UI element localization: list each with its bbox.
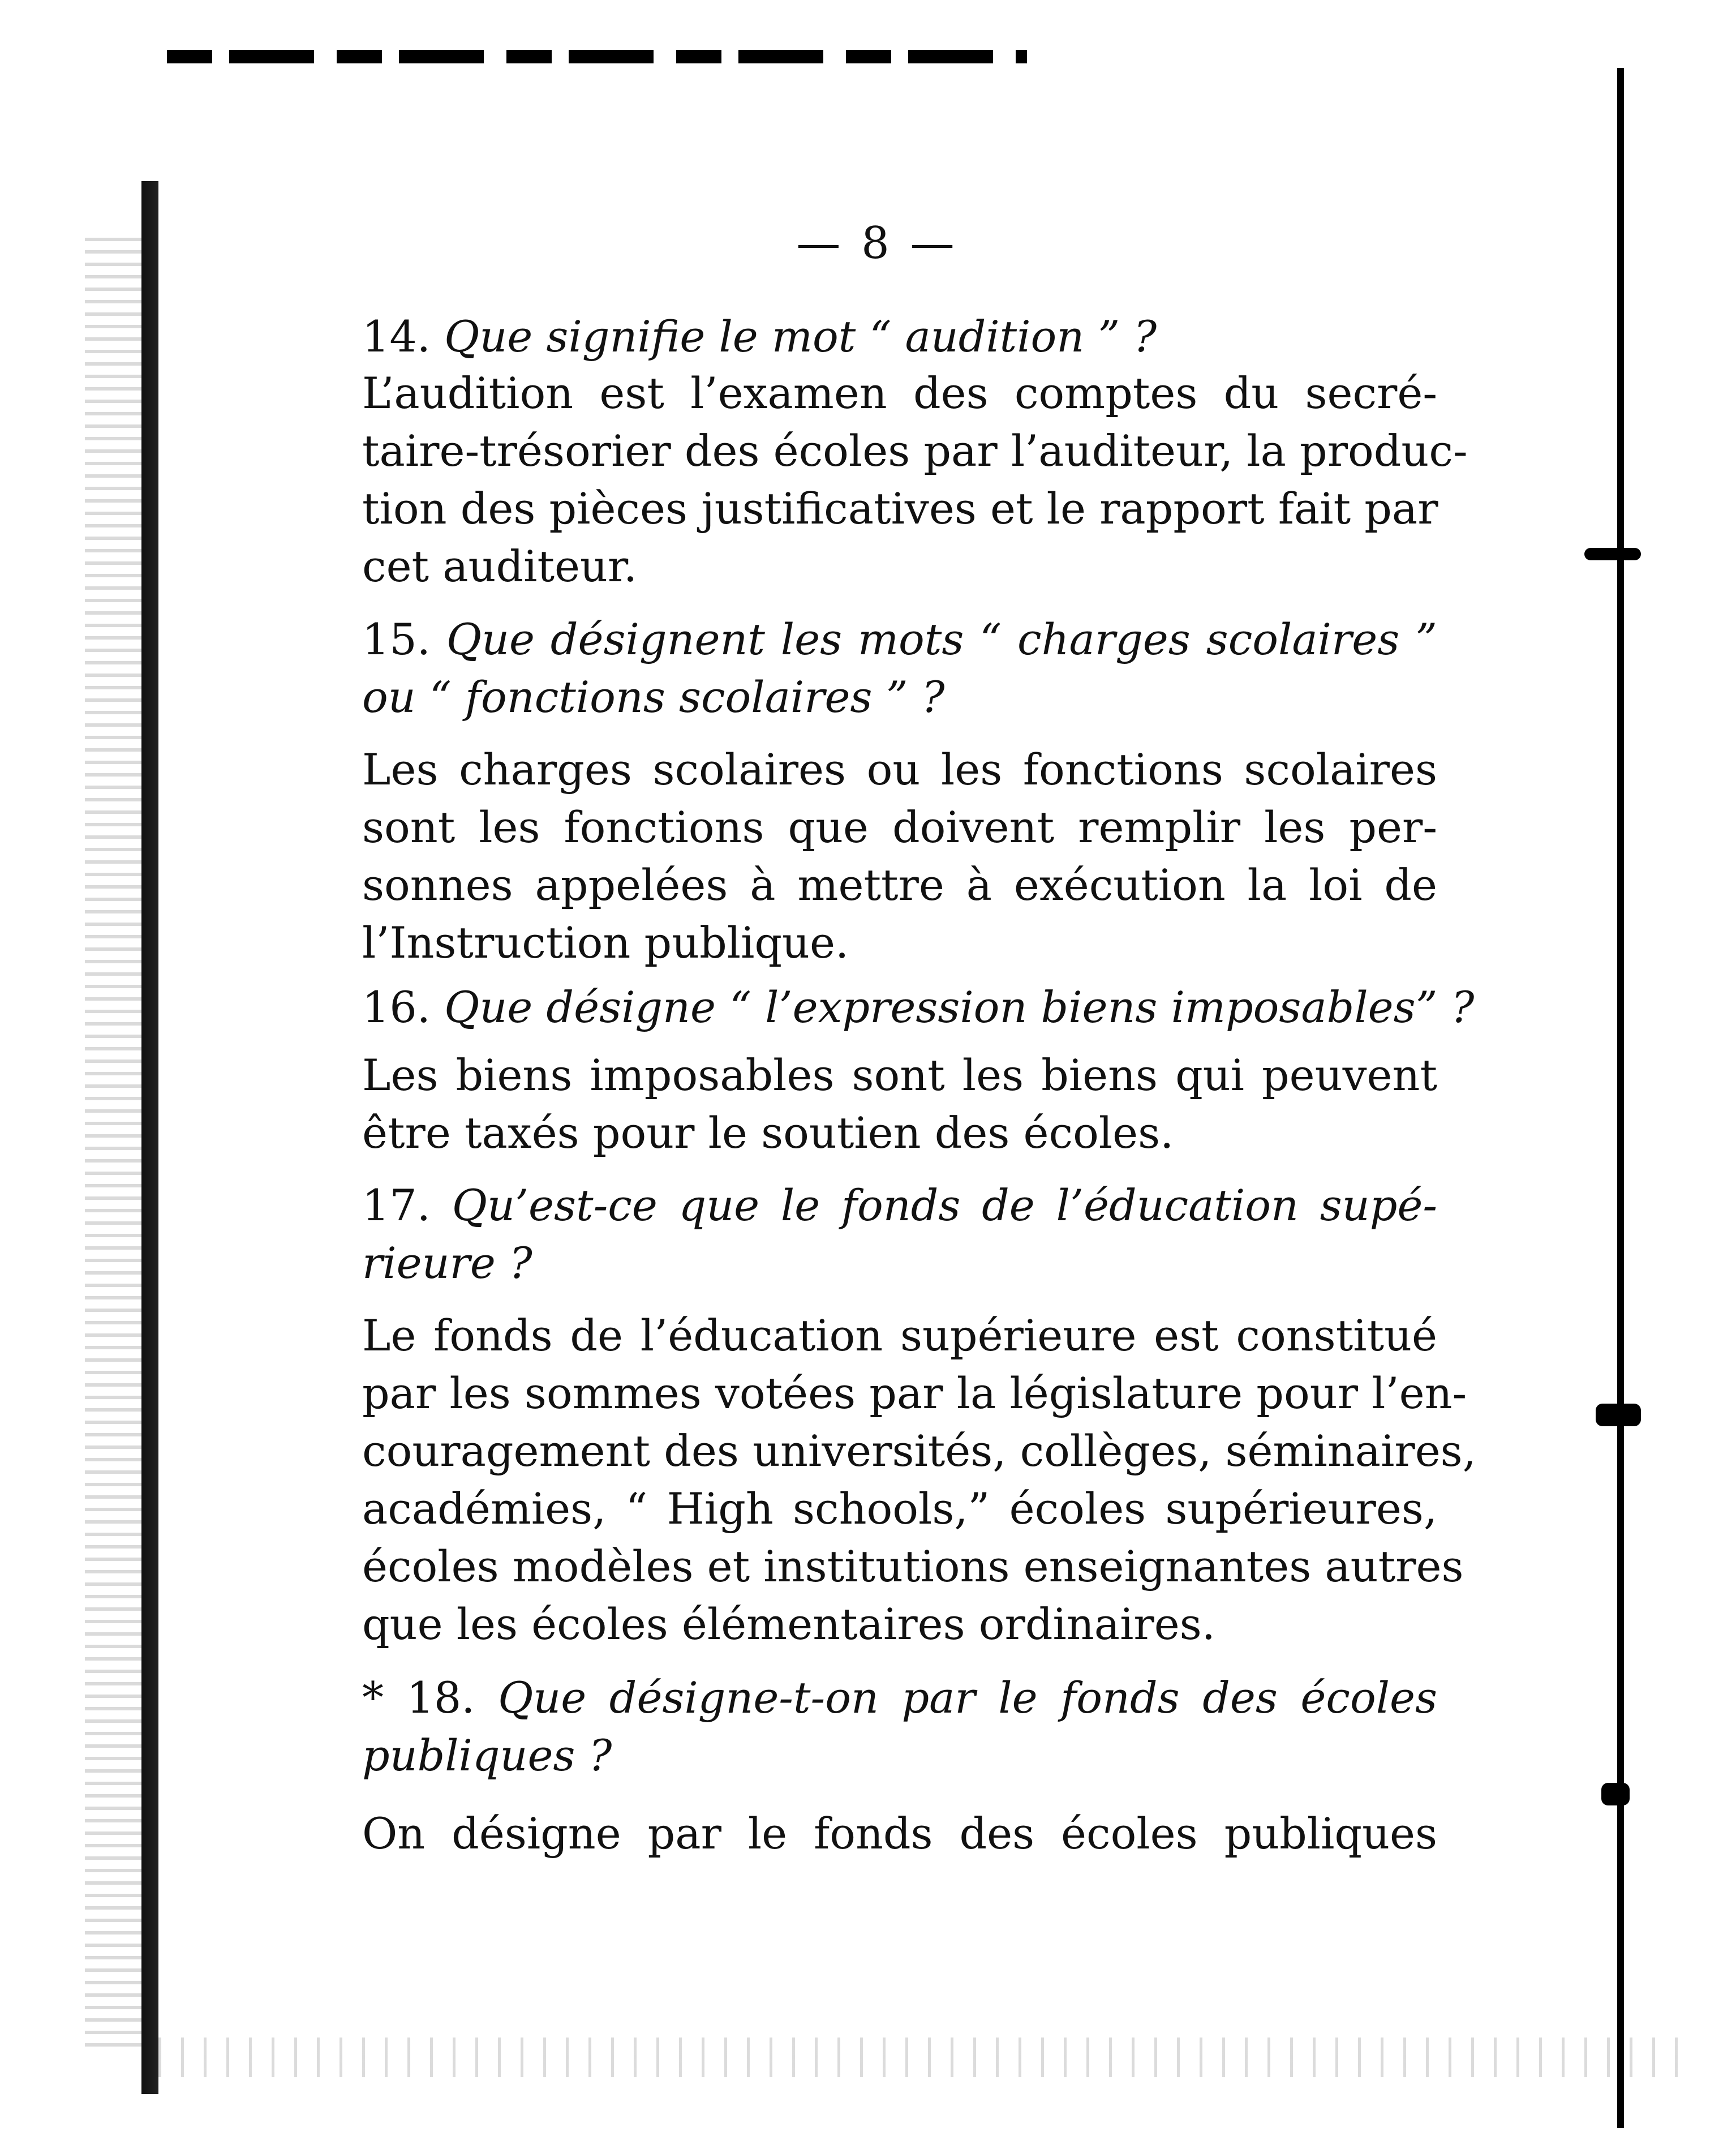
- answer-line: L’audition est l’examen des comptes du secré-: [362, 368, 1437, 418]
- answer-line: Les charges scolaires ou les fonctions scolaires: [362, 744, 1437, 795]
- scan-right-mark: [1596, 1404, 1641, 1426]
- answer-17: [362, 1307, 1476, 1658]
- scan-top-rule: [167, 50, 1027, 63]
- answer-16: [362, 1047, 1437, 1166]
- question-text: ou “ fonctions scolaires ” ?: [362, 672, 945, 722]
- question-number: * 18.: [362, 1672, 475, 1723]
- answer-line: académies, “ High schools,” écoles supérieures,: [362, 1483, 1437, 1534]
- answer-line: que les écoles élémentaires ordinaires.: [362, 1599, 1215, 1649]
- question-text: Que désigne “ l’expression biens imposables” ?: [444, 982, 1475, 1032]
- question-text: Qu’est-ce que le fonds de l’éducation supé-: [452, 1180, 1437, 1230]
- answer-line: sont les fonctions que doivent remplir les per-: [362, 802, 1437, 852]
- question-16: [362, 979, 1475, 1036]
- answer-line: couragement des universités, collèges, séminaires,: [362, 1426, 1476, 1476]
- question-number: 14.: [362, 311, 431, 362]
- page-number: — 8 —: [796, 218, 958, 269]
- answer-line: Les biens imposables sont les biens qui peuvent: [362, 1050, 1437, 1100]
- question-text: Que désignent les mots “ charges scolaires ”: [446, 614, 1437, 664]
- answer-line: sonnes appelées à mettre à exécution la loi de: [362, 860, 1437, 910]
- answer-line: On désigne par le fonds des écoles publiques: [362, 1808, 1437, 1859]
- question-number: 15.: [362, 614, 431, 664]
- question-14: [362, 308, 1437, 365]
- answer-line: cet auditeur.: [362, 541, 638, 591]
- scan-left-speckle: [85, 238, 147, 2049]
- question-17: [362, 1177, 1437, 1296]
- answer-line: taire-trésorier des écoles par l’auditeur, la produc-: [362, 426, 1468, 476]
- scan-left-border: [141, 181, 158, 2094]
- answer-line: par les sommes votées par la législature pour l’en-: [362, 1368, 1467, 1418]
- answer-line: tion des pièces justificatives et le rapport fait par: [362, 483, 1438, 534]
- scan-right-border: [1617, 68, 1624, 2128]
- answer-18: [362, 1805, 1437, 1862]
- answer-line: être taxés pour le soutien des écoles.: [362, 1108, 1174, 1158]
- answer-line: écoles modèles et institutions enseignantes autres: [362, 1541, 1464, 1592]
- scan-right-mark: [1584, 548, 1641, 560]
- question-text: Que signifie le mot “ audition ” ?: [444, 311, 1157, 362]
- question-15: [362, 611, 1437, 730]
- question-text: Que désigne-t-on par le fonds des écoles: [498, 1672, 1437, 1723]
- answer-14: [362, 365, 1468, 591]
- scan-right-mark: [1601, 1783, 1630, 1805]
- scan-bottom-speckle: [158, 2038, 1686, 2077]
- question-text: publiques ?: [362, 1730, 612, 1781]
- answer-line: l’Instruction publique.: [362, 917, 849, 968]
- question-18: [362, 1670, 1437, 1788]
- question-number: 16.: [362, 982, 431, 1032]
- question-text: rieure ?: [362, 1238, 532, 1288]
- question-number: 17.: [362, 1180, 431, 1230]
- answer-15: [362, 741, 1437, 973]
- answer-line: Le fonds de l’éducation supérieure est constitué: [362, 1310, 1437, 1361]
